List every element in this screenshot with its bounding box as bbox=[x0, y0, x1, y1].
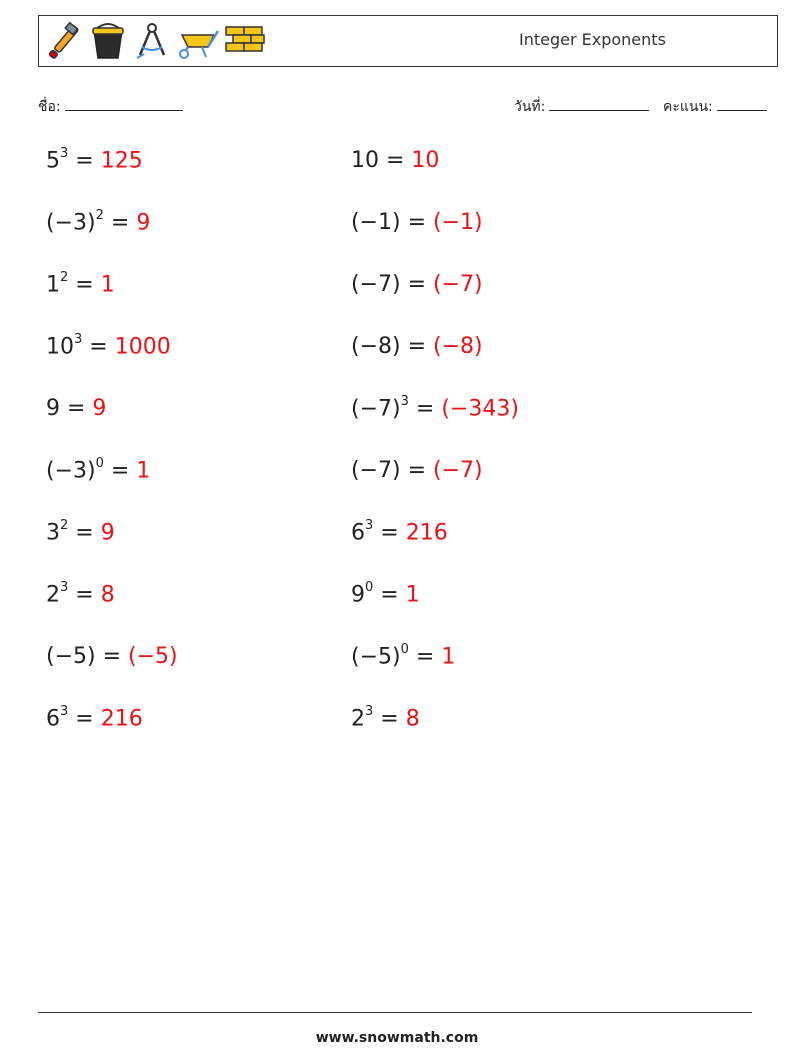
footer-divider bbox=[38, 1012, 752, 1013]
problem-exponent: 2 bbox=[60, 518, 69, 533]
problem-base: 2 bbox=[46, 582, 60, 608]
problem-exponent: 3 bbox=[60, 704, 69, 719]
problem-answer: (−8) bbox=[433, 334, 483, 359]
problem-answer: (−7) bbox=[433, 458, 483, 483]
problem-right-2 bbox=[351, 210, 483, 235]
problem-answer: 216 bbox=[100, 706, 143, 732]
problem-exponent: 2 bbox=[60, 270, 69, 285]
problem-base: (−8) bbox=[351, 334, 401, 359]
equals-sign: = bbox=[379, 148, 412, 173]
problem-left-7 bbox=[46, 520, 115, 545]
problem-answer: 10 bbox=[411, 148, 440, 173]
name-blank[interactable] bbox=[65, 96, 183, 111]
problem-answer: (−343) bbox=[441, 396, 519, 422]
equals-sign: = bbox=[400, 334, 434, 359]
problem-right-3 bbox=[351, 272, 483, 297]
equals-sign: = bbox=[103, 210, 137, 236]
problem-base: 1 bbox=[46, 272, 60, 298]
problem-left-8 bbox=[46, 582, 115, 607]
problem-exponent: 3 bbox=[74, 332, 83, 347]
problem-answer: 1 bbox=[405, 582, 420, 608]
equals-sign: = bbox=[68, 272, 101, 298]
worksheet-title: Integer Exponents bbox=[519, 30, 666, 49]
score-field bbox=[663, 96, 767, 118]
problem-answer: 1000 bbox=[114, 334, 171, 360]
worksheet-header bbox=[38, 15, 778, 67]
problem-exponent: 3 bbox=[400, 394, 409, 409]
equals-sign: = bbox=[408, 644, 442, 670]
date-blank[interactable] bbox=[549, 96, 649, 111]
score-blank[interactable] bbox=[717, 96, 767, 111]
problem-right-7 bbox=[351, 520, 448, 545]
equals-sign: = bbox=[373, 582, 406, 608]
problem-answer: 216 bbox=[405, 520, 448, 546]
footer-site: www.snowmath.com bbox=[315, 1030, 479, 1046]
problem-left-5 bbox=[46, 396, 106, 421]
equals-sign: = bbox=[68, 706, 101, 732]
problem-exponent: 3 bbox=[365, 518, 374, 533]
problem-answer: (−7) bbox=[433, 272, 483, 297]
equals-sign: = bbox=[103, 458, 137, 484]
problem-base: 3 bbox=[46, 520, 60, 546]
problem-base: (−7) bbox=[351, 458, 401, 483]
problem-left-4 bbox=[46, 334, 171, 359]
wheelbarrow-icon bbox=[176, 21, 220, 61]
problem-left-3 bbox=[46, 272, 115, 297]
equals-sign: = bbox=[68, 520, 101, 546]
problem-right-6 bbox=[351, 458, 483, 483]
problem-right-4 bbox=[351, 334, 483, 359]
problem-exponent: 3 bbox=[60, 580, 69, 595]
problem-left-6 bbox=[46, 458, 150, 483]
equals-sign: = bbox=[68, 148, 101, 174]
problem-exponent: 3 bbox=[365, 704, 374, 719]
equals-sign: = bbox=[400, 458, 434, 483]
equals-sign: = bbox=[408, 396, 442, 422]
problem-base: 10 bbox=[351, 148, 379, 173]
problem-base: 9 bbox=[46, 396, 60, 421]
problem-base: 5 bbox=[46, 148, 60, 174]
equals-sign: = bbox=[95, 644, 129, 669]
problem-exponent: 0 bbox=[365, 580, 374, 595]
problem-answer: 8 bbox=[405, 706, 420, 732]
problem-left-2 bbox=[46, 210, 150, 235]
problem-right-9 bbox=[351, 644, 455, 669]
problem-answer: 9 bbox=[136, 210, 151, 236]
bucket-icon bbox=[88, 21, 128, 61]
problem-answer: 1 bbox=[441, 644, 456, 670]
problem-base: 2 bbox=[351, 706, 365, 732]
name-label: ชื่อ: bbox=[38, 99, 61, 115]
equals-sign: = bbox=[60, 396, 93, 421]
equals-sign: = bbox=[82, 334, 115, 360]
problem-answer: 1 bbox=[100, 272, 115, 298]
equals-sign: = bbox=[373, 706, 406, 732]
problem-answer: (−5) bbox=[128, 644, 178, 669]
bricks-icon bbox=[224, 21, 266, 61]
problem-base: 9 bbox=[351, 582, 365, 608]
equals-sign: = bbox=[373, 520, 406, 546]
name-field bbox=[38, 96, 183, 118]
problem-left-9 bbox=[46, 644, 178, 669]
problem-right-5 bbox=[351, 396, 519, 421]
equals-sign: = bbox=[400, 272, 434, 297]
problem-left-1 bbox=[46, 148, 143, 173]
problem-exponent: 0 bbox=[400, 642, 409, 657]
problem-answer: 1 bbox=[136, 458, 151, 484]
problem-base: 6 bbox=[351, 520, 365, 546]
equals-sign: = bbox=[68, 582, 101, 608]
pipe-wrench-icon bbox=[44, 21, 84, 61]
problem-base: (−3) bbox=[46, 210, 96, 236]
problem-base: (−3) bbox=[46, 458, 96, 484]
problem-answer: 125 bbox=[100, 148, 143, 174]
problem-base: (−7) bbox=[351, 396, 401, 422]
problem-answer: (−1) bbox=[433, 210, 483, 235]
problem-base: (−5) bbox=[351, 644, 401, 670]
problem-exponent: 3 bbox=[60, 146, 69, 161]
score-label: คะแนน: bbox=[663, 99, 713, 115]
problem-right-10 bbox=[351, 706, 420, 731]
problem-base: (−5) bbox=[46, 644, 96, 669]
problem-exponent: 0 bbox=[95, 456, 104, 471]
problem-base: 6 bbox=[46, 706, 60, 732]
problem-base: (−7) bbox=[351, 272, 401, 297]
date-field bbox=[514, 96, 649, 118]
problem-right-1 bbox=[351, 148, 439, 173]
header-icons bbox=[44, 20, 266, 62]
problem-answer: 8 bbox=[100, 582, 115, 608]
equals-sign: = bbox=[400, 210, 434, 235]
date-label: วันที่: bbox=[514, 99, 546, 115]
problem-exponent: 2 bbox=[95, 208, 104, 223]
problem-right-8 bbox=[351, 582, 420, 607]
problem-left-10 bbox=[46, 706, 143, 731]
compass-icon bbox=[132, 21, 172, 61]
problem-base: (−1) bbox=[351, 210, 401, 235]
problem-answer: 9 bbox=[100, 520, 115, 546]
problem-answer: 9 bbox=[92, 396, 107, 421]
problem-base: 10 bbox=[46, 334, 74, 360]
